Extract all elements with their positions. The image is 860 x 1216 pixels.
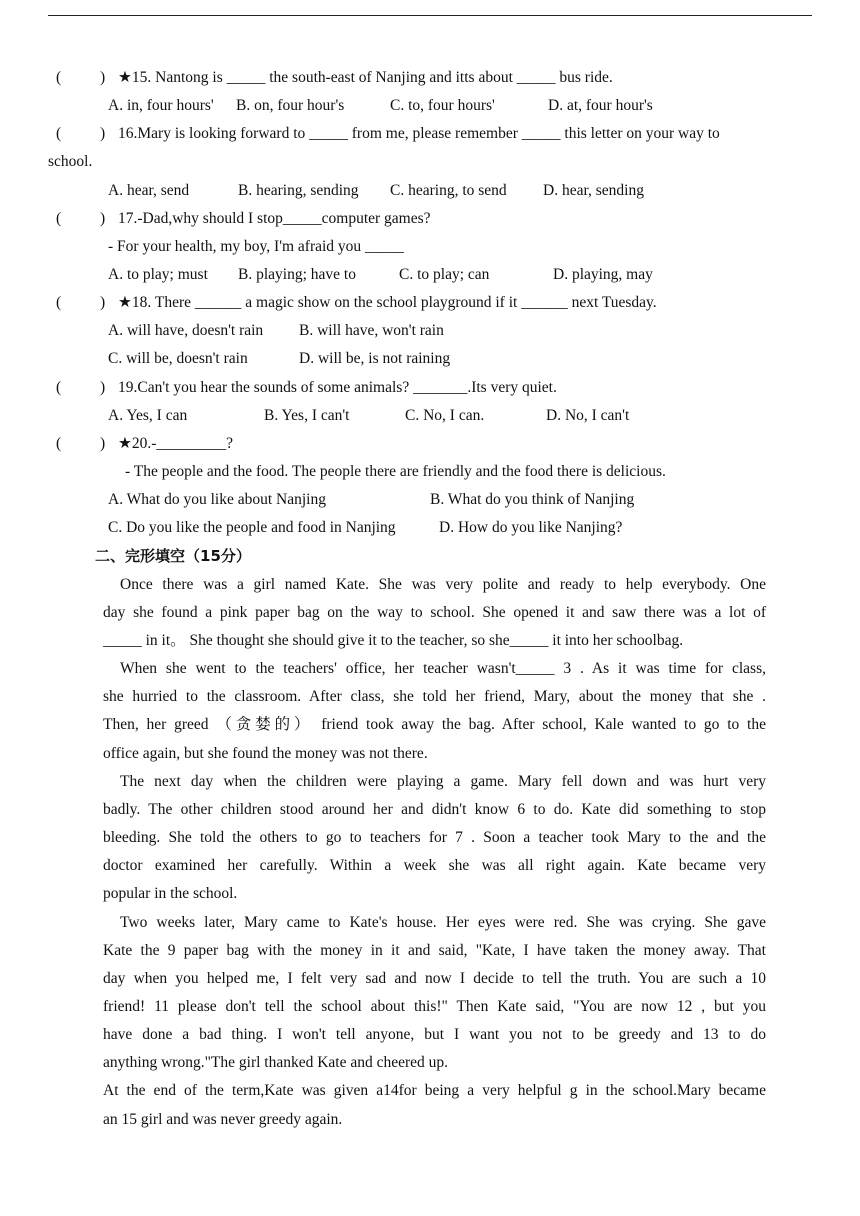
passage-line: The next day when the children were playing a game. Mary fell down and was hurt very: [120, 773, 766, 790]
passage-line: bleeding. She told the others to go to teachers for 7 . Soon a teacher took Mary to the and the: [103, 829, 766, 846]
passage-line: When she went to the teachers' office, her teacher wasn't_____ 3 . As it was time for class,: [120, 660, 766, 677]
option-d: D. hear, sending: [543, 182, 644, 199]
option-b: B. Yes, I can't: [264, 407, 350, 424]
question-stem-continued: - For your health, my boy, I'm afraid you _____: [108, 238, 404, 255]
passage-line: Then, her greed （贪婪的） friend took away the bag. After school, Kale wanted to go to the: [103, 716, 766, 733]
question-stem: 19.Can't you hear the sounds of some animals? _______.Its very quiet.: [118, 379, 557, 396]
passage-line: Two weeks later, Mary came to Kate's house. Her eyes were red. She was crying. She gave: [120, 914, 766, 931]
option-b: B. on, four hour's: [236, 97, 345, 114]
question-stem-continued: school.: [48, 153, 93, 170]
question-stem-continued: - The people and the food. The people there are friendly and the food there is delicious.: [125, 463, 666, 480]
passage-line: doctor examined her carefully. Within a week she was all right again. Kate became very: [103, 857, 766, 874]
answer-paren-close: ): [100, 294, 106, 311]
option-a: A. to play; must: [108, 266, 208, 283]
option-c: C. will be, doesn't rain: [108, 350, 248, 367]
option-c: C. No, I can.: [405, 407, 485, 424]
option-c: C. to, four hours': [390, 97, 495, 114]
passage-line: _____ in it。 She thought she should give it to the teacher, so she_____ it into her schoolbag.: [103, 632, 684, 649]
question-stem: ★18. There ______ a magic show on the school playground if it ______ next Tuesday.: [118, 294, 657, 311]
option-a: A. hear, send: [108, 182, 190, 199]
answer-paren-close: ): [100, 379, 106, 396]
passage-line: day she found a pink paper bag on the way to school. She opened it and saw there was a lot of: [103, 604, 766, 621]
passage-line: Once there was a girl named Kate. She was very polite and ready to help everybody. One: [120, 576, 766, 593]
option-d: D. No, I can't: [546, 407, 630, 424]
answer-paren-close: ): [100, 125, 106, 142]
option-c: C. Do you like the people and food in Nanjing: [108, 519, 396, 536]
option-a: A. will have, doesn't rain: [108, 322, 264, 339]
option-d: D. will be, is not raining: [299, 350, 451, 367]
option-c: C. to play; can: [399, 266, 490, 283]
passage-line: At the end of the term,Kate was given a14for being a very helpful g in the school.Mary became: [103, 1082, 766, 1099]
passage-line: anything wrong."The girl thanked Kate and cheered up.: [103, 1054, 449, 1071]
answer-paren-open: (: [56, 435, 62, 452]
section-heading: 二、完形填空（15分）: [95, 547, 251, 565]
option-b: B. playing; have to: [238, 266, 356, 283]
passage-line: office again, but she found the money was not there.: [103, 745, 428, 762]
passage-line: have done a bad thing. I won't tell anyone, but I want you not to be greedy and 13 to do: [103, 1026, 766, 1043]
passage-line: badly. The other children stood around her and didn't know 6 to do. Kate did something to stop: [103, 801, 766, 818]
passage-line: popular in the school.: [103, 885, 238, 902]
option-d: D. How do you like Nanjing?: [439, 519, 623, 536]
option-b: B. hearing, sending: [238, 182, 359, 199]
passage-line: she hurried to the classroom. After class, she told her friend, Mary, about the money that she .: [103, 688, 766, 705]
answer-paren-open: (: [56, 210, 62, 227]
top-rule: [48, 15, 812, 16]
passage-line: Kate the 9 paper bag with the money in it and said, "Kate, I have taken the money away. That: [103, 942, 766, 959]
option-a: A. in, four hours': [108, 97, 214, 114]
option-a: A. What do you like about Nanjing: [108, 491, 326, 508]
answer-paren-open: (: [56, 379, 62, 396]
answer-paren-open: (: [56, 294, 62, 311]
passage-line: friend! 11 please don't tell the school about this!" Then Kate said, "You are now 12 , but you: [103, 998, 766, 1015]
option-d: D. at, four hour's: [548, 97, 653, 114]
answer-paren-open: (: [56, 69, 62, 86]
answer-paren-open: (: [56, 125, 62, 142]
option-a: A. Yes, I can: [108, 407, 188, 424]
answer-paren-close: ): [100, 69, 106, 86]
passage-line: day when you helped me, I felt very sad and now I decide to tell the truth. You are such a 10: [103, 970, 766, 987]
answer-paren-close: ): [100, 210, 106, 227]
question-stem: 16.Mary is looking forward to _____ from me, please remember _____ this letter on your way to: [118, 125, 720, 142]
question-stem: 17.-Dad,why should I stop_____computer games?: [118, 210, 431, 227]
option-b: B. What do you think of Nanjing: [430, 491, 635, 508]
question-stem: ★20.-_________?: [118, 435, 234, 452]
question-stem: ★15. Nantong is _____ the south-east of Nanjing and itts about _____ bus ride.: [118, 69, 613, 86]
option-b: B. will have, won't rain: [299, 322, 444, 339]
option-c: C. hearing, to send: [390, 182, 507, 199]
option-d: D. playing, may: [553, 266, 653, 283]
answer-paren-close: ): [100, 435, 106, 452]
passage-line: an 15 girl and was never greedy again.: [103, 1111, 343, 1128]
